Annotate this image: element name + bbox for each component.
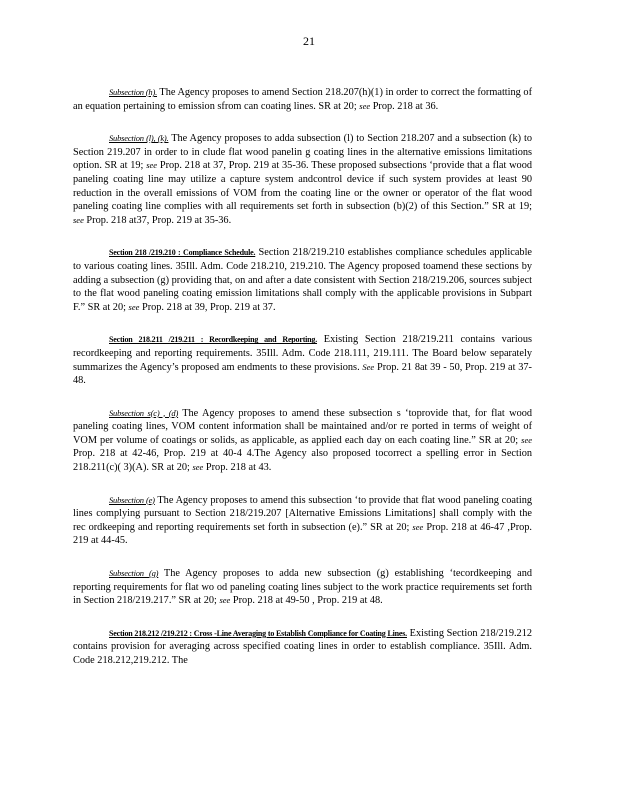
paragraph-text: The Agency proposes to adda subsection (l) to Section 218.207 and a subsection (k) to Section 219.207 in order to in clude flat wood panelin g coating lines in the alternative emissions limitations option. SR at 19; [73, 133, 532, 172]
paragraph-heading: Section 218.212 /219.212 : Cross -Line Averaging to Establish Compliance for Coating Lines. [109, 628, 407, 638]
paragraph-text: Prop. 218 at 37, Prop. 219 at 35-36. These proposed subsections ‘provide that a flat wood paneling coating line may utilize a capture system andcontrol device if such system provides at least 90 reduction in the overall emissions of VOM from the coating line or the owner or operator of the flat wood paneling coating line complies with all requirements set forth in subsection (b)(2) of this Section.” SR at 19; [73, 160, 532, 213]
paragraph [73, 132, 532, 227]
paragraph-text: Section 218/219.210 establishes compliance schedules applicable to various coating lines. 35Ill. Adm. Code 218.210, 219.210. The Agency proposed toamend these sections by adding a subsection (g) providing that, on and after a date consistent with Section 218/219.206, sources subject to the flat wood paneling coating emission limitations shall comply with the applicable provisions in Subpart F.” SR at 20; [73, 247, 533, 313]
paragraph-heading: Subsection (l), (k). [109, 133, 169, 144]
paragraph-text: Prop. 218 at 43. [203, 462, 272, 474]
paragraph [73, 407, 532, 475]
paragraph-heading: Section 218.211 /219.211 : Recordkeeping and Reporting. [109, 335, 318, 345]
paragraph [73, 494, 532, 548]
paragraph [73, 246, 532, 314]
citation-signal: see [219, 595, 231, 606]
paragraph-text: Existing Section 218/219.212 contains provision for averaging across specified coating lines in order to establish compliance. 35Ill. Adm. Code 218.212,219.212. The [73, 627, 532, 666]
citation-signal: see [412, 521, 424, 532]
paragraph-text: Prop. 218 at 46-47 ,Prop. 219 at 44-45. [73, 521, 532, 547]
paragraph-text: The Agency proposes to amend Section 218.207(h)(1) in order to correct the formatting of an equation pertaining to emission sfrom can coating lines. SR at 20; [73, 87, 532, 112]
paragraph-text: Prop. 218 at 42-46, Prop. 219 at 40-4 4.The Agency also proposed tocorrect a spelling error in Section 218.211(c)( 3)(A). SR at 20; [73, 448, 532, 474]
citation-signal: see [73, 214, 84, 225]
paragraph [73, 627, 532, 668]
paragraph-text: Prop. 218 at 49-50 , Prop. 219 at 48. [230, 595, 383, 607]
paragraph [73, 86, 532, 113]
paragraph-heading: Subsection (g) [109, 568, 159, 579]
citation-signal: see [521, 434, 532, 445]
paragraph [73, 567, 532, 608]
paragraph-text: The Agency proposes to amend these subsection s ‘toprovide that, for flat wood paneling coating lines, VOM content information shall be maintained and/or re ported in terms of weight of VOM per volume of coatings or solids, as applicable, as applied each day on each coating line.” SR at 20; [73, 407, 533, 446]
citation-signal: see [359, 100, 371, 111]
paragraph-heading: Subsection s(c) , (d) [109, 407, 179, 418]
citation-signal: see [146, 160, 158, 171]
document-body [73, 86, 532, 687]
paragraph-text: Existing Section 218/219.211 contains various recordkeeping and reporting requirements. 35Ill. Adm. Code 218.111, 219.111. The Board below separately summarizes the Agency’s proposed am endments to these provisions. [73, 334, 532, 373]
paragraph-heading: Subsection (h). [109, 87, 158, 97]
citation-signal: see [128, 301, 140, 312]
paragraph-text: The Agency proposes to adda new subsection (g) establishing ‘tecordkeeping and reporting requirements for flat wo od paneling coating lines subject to the work practice requirements set forth in Section 218/219.217.” SR at 20; [73, 568, 532, 607]
paragraph-text: Prop. 218 at 36. [370, 100, 439, 112]
citation-signal: see [192, 462, 204, 473]
paragraph-text: Prop. 218 at 39, Prop. 219 at 37. [139, 301, 276, 313]
paragraph [73, 333, 532, 387]
paragraph-text: The Agency proposes to amend this subsection ‘to provide that flat wood paneling coating lines complying pursuant to Section 218/219.207 [Alternative Emissions Limitations] shall comply with the rec ordkeeping and reporting requirements set forth in subsection (e).” SR at 20; [73, 494, 532, 533]
paragraph-heading: Section 218 /219.210 : Compliance Schedule. [109, 248, 256, 258]
paragraph-heading: Subsection (e) [109, 494, 155, 505]
paragraph-text: Prop. 21 8at 39 - 50, Prop. 219 at 37-48. [73, 361, 532, 387]
citation-signal: See [362, 361, 375, 372]
paragraph-text: Prop. 218 at37, Prop. 219 at 35-36. [83, 214, 232, 226]
page-number: 21 [303, 34, 315, 48]
